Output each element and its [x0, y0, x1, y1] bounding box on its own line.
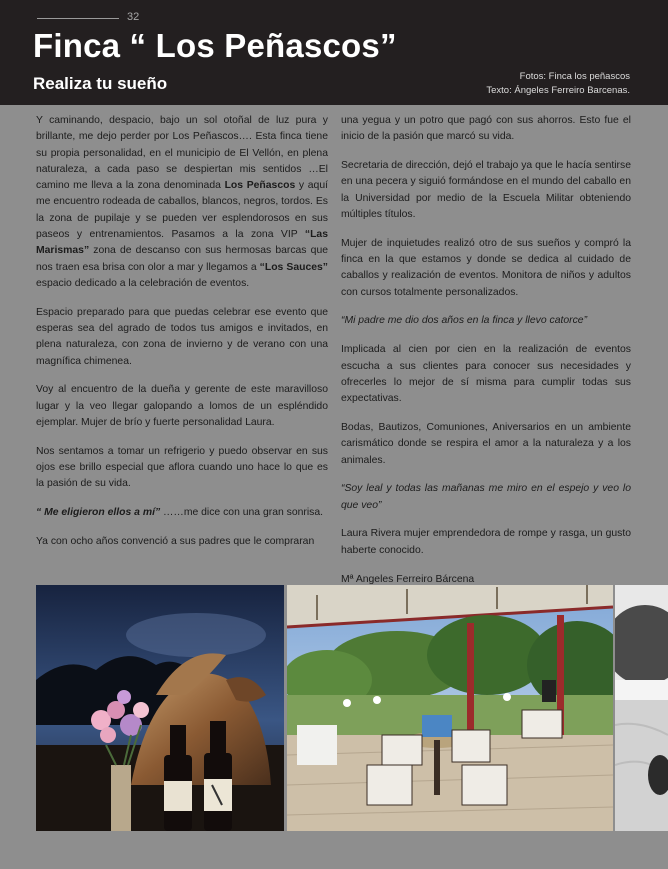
bold-name: Los Peñascos: [224, 180, 296, 192]
paragraph: Nos sentamos a tomar un refrigerio y puedo observar en sus ojos ese brillo especial que aflora cuando uno hace lo que es la pasión de su vida.: [36, 445, 328, 490]
article-subtitle: Realiza tu sueño: [33, 74, 168, 93]
paragraph: Y caminando, despacio, bajo un sol otoñal de luz pura y brillante, me dejo perder por Los Peñascos…. Esta finca tiene su propia personalidad, en el municipio de El Vellón, en plena naturaleza, a cada paso se despiertan mis sentidos …El camino me lleva a la zona denominada Los Peñascos y aquí me encuentro rodeada de caballos, blancos, negros, tordos. Es la zona de pupilaje y se pueden ver esplendorosos en sus paseos y entrenamientos. Pasamos a la zona VIP “Las Marismas” zona de descanso con sus hermosas barcas que nos traen esa brisa con olor a mar y llegamos a “Los Sauces” espacio dedicado a la celebración de eventos.: [36, 115, 328, 289]
terrace-event-photo: [287, 585, 613, 831]
page-number: 32: [127, 11, 140, 23]
header-rule: [37, 18, 119, 19]
photo-credit: Fotos: Finca los peñascos: [519, 71, 630, 82]
horse-photo: [615, 585, 668, 831]
pull-quote: “Soy leal y todas las mañanas me miro en el espejo y veo lo que veo”: [341, 483, 631, 511]
paragraph: una yegua y un potro que pagó con sus ahorros. Esto fue el inicio de la pasión que marcó su vida.: [341, 115, 631, 143]
photo-strip: [0, 585, 668, 831]
paragraph: “ Me eligieron ellos a mí” ……me dice con una gran sonrisa.: [36, 507, 324, 519]
paragraph: Ya con ocho años convenció a sus padres que le compraran: [36, 536, 315, 548]
text-credit: Texto: Ángeles Ferreiro Barcenas.: [486, 85, 630, 96]
credits: [486, 70, 630, 98]
paragraph: Laura Rivera mujer emprendedora de rompe y rasga, un gusto haberte conocido.: [341, 528, 631, 556]
paragraph: Secretaria de dirección, dejó el trabajo ya que le hacía sentirse en una pecera y siguió formándose en el mundo del caballo en la Universidad por medio de la Escuela Militar obteniendo múltiples títulos.: [341, 160, 631, 220]
left-column: [36, 113, 328, 563]
paragraph: Bodas, Bautizos, Comuniones, Aniversarios en un ambiente carismático donde se respira el amor a la naturaleza y a los animales.: [341, 421, 631, 466]
wine-and-flowers-photo: [36, 585, 284, 831]
right-column: [341, 113, 631, 600]
header-bar: [0, 0, 668, 105]
pull-quote: “ Me eligieron ellos a mí”: [36, 507, 161, 519]
pull-quote: “Mi padre me dio dos años en la finca y llevo catorce”: [341, 315, 588, 327]
paragraph: Voy al encuentro de la dueña y gerente de este maravilloso lugar y la veo llegar galopando a lomos de un espléndido ejemplar. Mujer de brío y fuerte personalidad Laura.: [36, 384, 328, 429]
signature: Mª Angeles Ferreiro Bárcena: [341, 573, 475, 585]
paragraph: Espacio preparado para que puedas celebrar ese evento que esperas sea del agrado de todos tus amigos e invitados, en plena naturaleza, con zona de invierno y de verano con una magnífica chimenea.: [36, 306, 328, 367]
article-title: Finca “ Los Peñascos”: [33, 27, 397, 64]
bold-name: “Las Marismas”: [36, 229, 328, 257]
paragraph: Implicada al cien por cien en la realización de eventos escucha a sus clientes para conocer sus necesidades y ofrecerles lo mejor de sí misma para cumplir todas sus expectativas.: [341, 344, 631, 405]
paragraph: Mujer de inquietudes realizó otro de sus sueños y compró la finca en la que estamos y donde se dedica al cuidado de caballos y realización de eventos. Monitora de niños y adultos con cursos totalmente personalizados.: [341, 237, 631, 298]
bold-name: “Los Sauces”: [259, 261, 328, 273]
